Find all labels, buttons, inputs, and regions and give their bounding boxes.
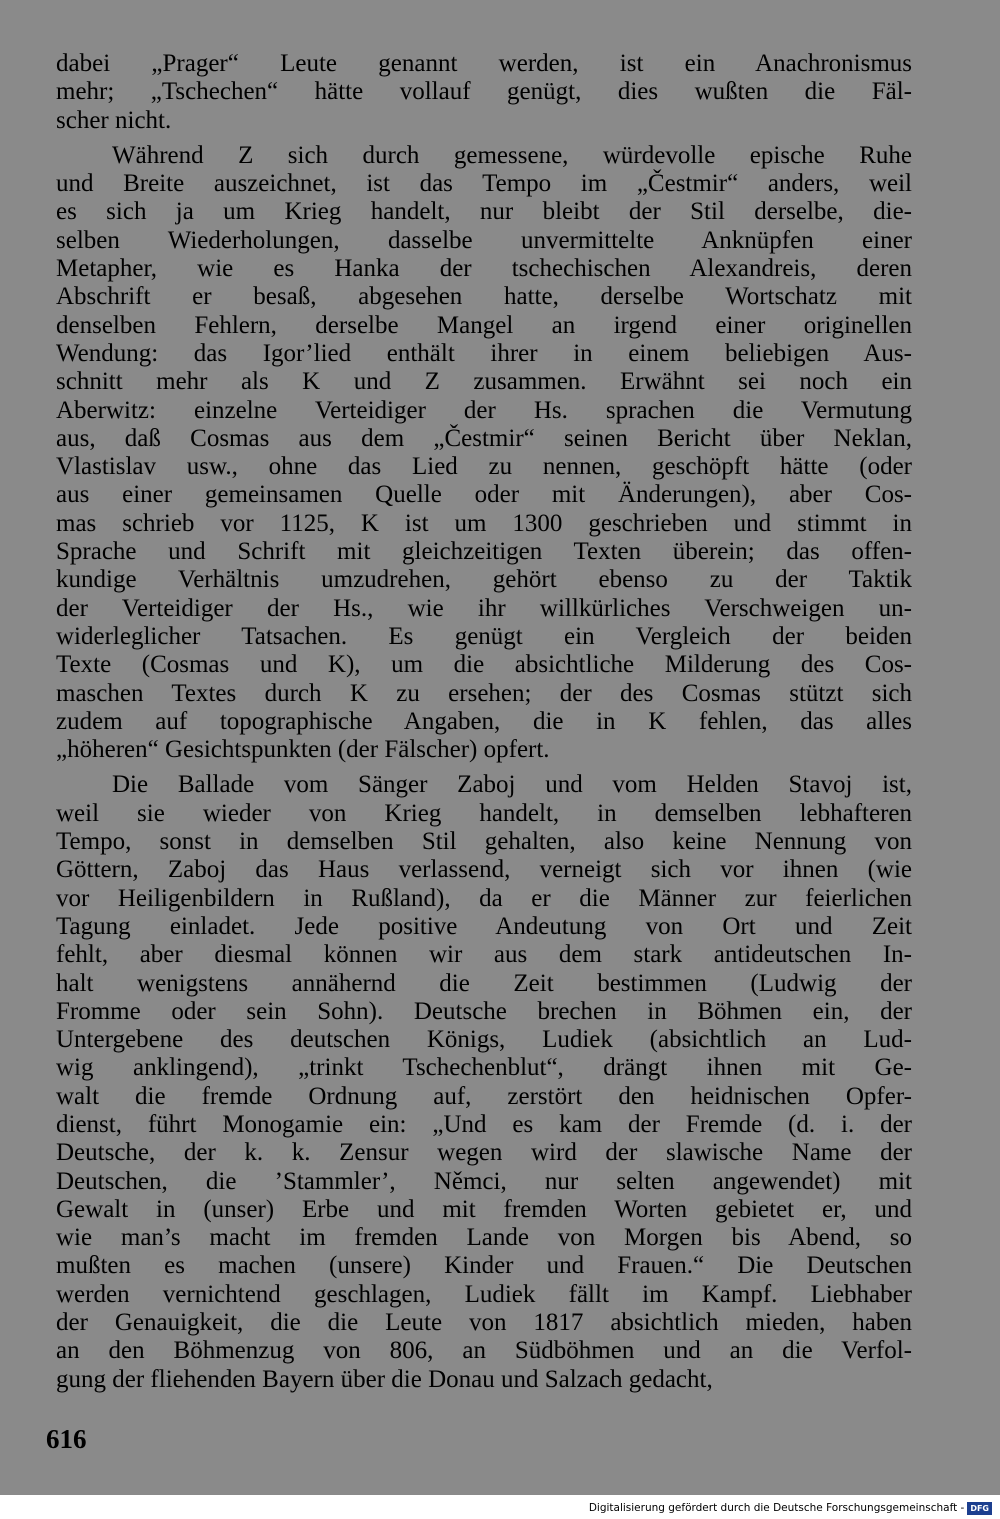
text-line: schnitt mehr als K und Z zusammen. Erwähnt sei noch ein <box>56 368 912 396</box>
text-line: an den Böhmenzug von 806, an Südböhmen und an die Verfol- <box>56 1337 912 1365</box>
text-line: Sprache und Schrift mit gleichzeitigen Texten überein; das offen- <box>56 538 912 566</box>
text-line: scher nicht. <box>56 106 172 134</box>
text-line: werden vernichtend geschlagen, Ludiek fällt im Kampf. Liebhaber <box>56 1280 912 1308</box>
text-line: Wendung: das Igor’lied enthält ihrer in einem beliebigen Aus- <box>56 339 912 367</box>
text-line: mehr; „Tschechen“ hätte vollauf genügt, dies wußten die Fäl- <box>56 78 912 106</box>
text-line: der Verteidiger der Hs., wie ihr willkürliches Verschweigen un- <box>56 594 912 622</box>
paragraph <box>56 771 912 1394</box>
page-number: 616 <box>46 1424 87 1454</box>
text-line: denselben Fehlern, derselbe Mangel an irgend einer originellen <box>56 311 912 339</box>
text-line: dabei „Prager“ Leute genannt werden, ist ein Anachronismus <box>56 50 912 77</box>
text-line: Texte (Cosmas und K), um die absichtliche Milderung des Cos- <box>56 651 912 679</box>
text-line: Fromme oder sein Sohn). Deutsche brechen in Böhmen ein, der <box>56 997 912 1025</box>
text-line: gung der fliehenden Bayern über die Donau und Salzach gedacht, <box>56 1365 713 1393</box>
text-line: und Breite auszeichnet, ist das Tempo im „Čestmir“ anders, weil <box>56 170 912 198</box>
text-line: aus, daß Cosmas aus dem „Čestmir“ seinen Bericht über Neklan, <box>56 424 912 452</box>
text-line: Während Z sich durch gemessene, würdevolle epische Ruhe <box>112 141 912 169</box>
text-line: selben Wiederholungen, dasselbe unvermittelte Anknüpfen einer <box>56 226 912 254</box>
text-line: Metapher, wie es Hanka der tschechischen Alexandreis, deren <box>56 255 912 283</box>
text-line: Untergebene des deutschen Königs, Ludiek (absichtlich an Lud- <box>56 1026 912 1054</box>
text-line: Aberwitz: einzelne Verteidiger der Hs. sprachen die Vermutung <box>56 396 912 424</box>
dfg-logo: DFG <box>967 1502 992 1515</box>
paragraph <box>56 50 912 135</box>
text-line: fehlt, aber diesmal können wir aus dem stark antideutschen In- <box>56 941 912 969</box>
text-line: vor Heiligenbildern in Rußland), da er die Männer zur feierlichen <box>56 884 912 912</box>
text-line: Abschrift er besaß, abgesehen hatte, derselbe Wortschatz mit <box>56 283 912 311</box>
text-line: wie man’s macht im fremden Lande von Morgen bis Abend, so <box>56 1224 912 1252</box>
text-line: mas schrieb vor 1125, K ist um 1300 geschrieben und stimmt in <box>56 509 912 537</box>
text-line: Deutsche, der k. k. Zensur wegen wird der slawische Name der <box>56 1139 912 1167</box>
footer-credit: Digitalisierung gefördert durch die Deutsche Forschungsgemeinschaft - <box>588 1502 965 1514</box>
text-line: halt wenigstens annähernd die Zeit bestimmen (Ludwig der <box>56 969 912 997</box>
text-line: aus einer gemeinsamen Quelle oder mit Änderungen), aber Cos- <box>56 481 912 509</box>
text-line: walt die fremde Ordnung auf, zerstört den heidnischen Opfer- <box>56 1082 912 1110</box>
text-line: Gewalt in (unser) Erbe und mit fremden Worten gebietet er, und <box>56 1195 912 1223</box>
text-line: wig anklingend), „trinkt Tschechenblut“, drängt ihnen mit Ge- <box>56 1054 912 1082</box>
text-line: Tagung einladet. Jede positive Andeutung von Ort und Zeit <box>56 912 912 940</box>
text-line: „höheren“ Gesichtspunkten (der Fälscher) opfert. <box>56 736 550 764</box>
text-line: Die Ballade vom Sänger Zaboj und vom Helden Stavoj ist, <box>112 771 912 799</box>
text-line: es sich ja um Krieg handelt, nur bleibt der Stil derselbe, die- <box>56 198 912 226</box>
text-line: widerleglicher Tatsachen. Es genügt ein Vergleich der beiden <box>56 622 912 650</box>
text-line: mußten es machen (unsere) Kinder und Frauen.“ Die Deutschen <box>56 1252 912 1280</box>
body-text <box>56 50 912 1394</box>
text-line: maschen Textes durch K zu ersehen; der des Cosmas stützt sich <box>56 679 912 707</box>
text-line: Göttern, Zaboj das Haus verlassend, verneigt sich vor ihnen (wie <box>56 856 912 884</box>
text-line: dienst, führt Monogamie ein: „Und es kam der Fremde (d. i. der <box>56 1110 912 1138</box>
text-line: Tempo, sonst in demselben Stil gehalten, also keine Nennung von <box>56 828 912 856</box>
digitization-footer <box>589 1500 992 1516</box>
text-line: Vlastislav usw., ohne das Lied zu nennen, geschöpft hätte (oder <box>56 453 912 481</box>
text-line: Deutschen, die ’Stammler’, Němci, nur selten angewendet) mit <box>56 1167 912 1195</box>
text-line: kundige Verhältnis umzudrehen, gehört ebenso zu der Taktik <box>56 566 912 594</box>
text-line: weil sie wieder von Krieg handelt, in demselben lebhafteren <box>56 799 912 827</box>
paragraph <box>56 142 912 765</box>
text-line: der Genauigkeit, die die Leute von 1817 absichtlich mieden, haben <box>56 1309 912 1337</box>
text-line: zudem auf topographische Angaben, die in K fehlen, das alles <box>56 707 912 735</box>
